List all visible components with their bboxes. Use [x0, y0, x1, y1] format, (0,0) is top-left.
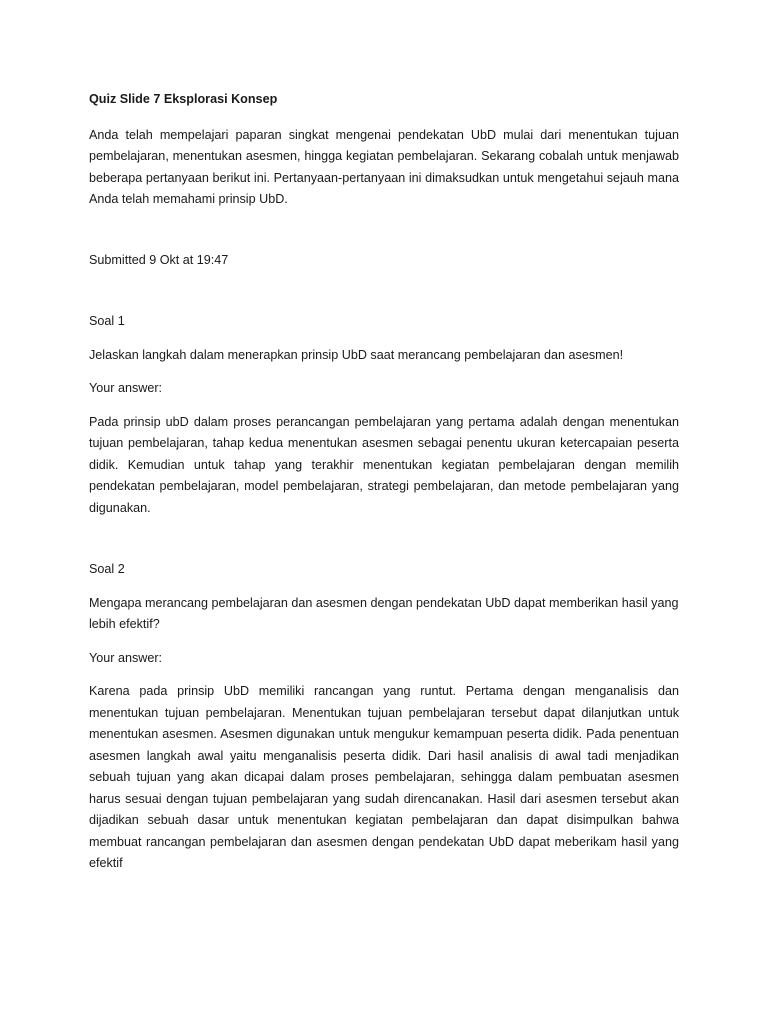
question-text: Jelaskan langkah dalam menerapkan prinsip UbD saat merancang pembelajaran dan asesmen!: [89, 347, 624, 362]
answer-label: Your answer:: [89, 381, 163, 395]
answer-label: Your answer:: [89, 650, 163, 665]
question-label: Soal 2: [89, 562, 125, 576]
submission-timestamp: Submitted 9 Okt at 19:47: [89, 252, 229, 267]
document-title: Quiz Slide 7 Eksplorasi Konsep: [89, 92, 278, 106]
question-label: Soal 1: [89, 314, 125, 328]
intro-paragraph: Anda telah mempelajari paparan singkat mengenai pendekatan UbD mulai dari menentukan tujuan pembelajaran, menentukan asesmen, hingga kegiatan pembelajaran. Sekarang cobalah untuk menjawab beberapa pertanyaan berikut ini. Pertanyaan-pertanyaan ini dimaksudkan untuk mengetahui sejauh mana Anda telah memahami prinsip UbD.: [89, 127, 679, 206]
question-block-1: [89, 311, 679, 519]
answer-text: Karena pada prinsip UbD memiliki rancangan yang runtut. Pertama dengan menganalisis dan menentukan tujuan pembelajaran. Menentukan tujuan pembelajaran tersebut dapat dilanjutkan untuk menentukan asesmen. Asesmen digunakan untuk mengukur kemampuan peserta didik. Pada penentuan asesmen langkah awal yaitu menganalisis peserta didik. Dari hasil analisis di awal tadi menjadikan sebuah tujuan yang akan dicapai dalam proses pembelajaran, sehingga dalam pembuatan asesmen harus sesuai dengan tujuan pembelajaran yang sudah direncanakan. Hasil dari asesmen tersebut akan dijadikan sebuah dasar untuk menentukan kegiatan pembelajaran dan dapat disimpulkan bahwa membuat rancangan pembelajaran dan asesmen dengan pendekatan UbD dapat meberikam hasil yang efektif: [89, 684, 679, 870]
question-text: Mengapa merancang pembelajaran dan asesmen dengan pendekatan UbD dapat memberikan hasil yang lebih efektif?: [89, 595, 679, 631]
question-block-2: [89, 559, 679, 875]
document-page: [89, 89, 679, 875]
answer-text: Pada prinsip ubD dalam proses perancangan pembelajaran yang pertama adalah dengan menentukan tujuan pembelajaran, tahap kedua menentukan asesmen sebagai penentu ukuran ketercapaian peserta didik. Kemudian untuk tahap yang terakhir menentukan kegiatan pembelajaran dengan memilih pendekatan pembelajaran, model pembelajaran, strategi pembelajaran, dan metode pembelajaran yang digunakan.: [89, 414, 679, 515]
